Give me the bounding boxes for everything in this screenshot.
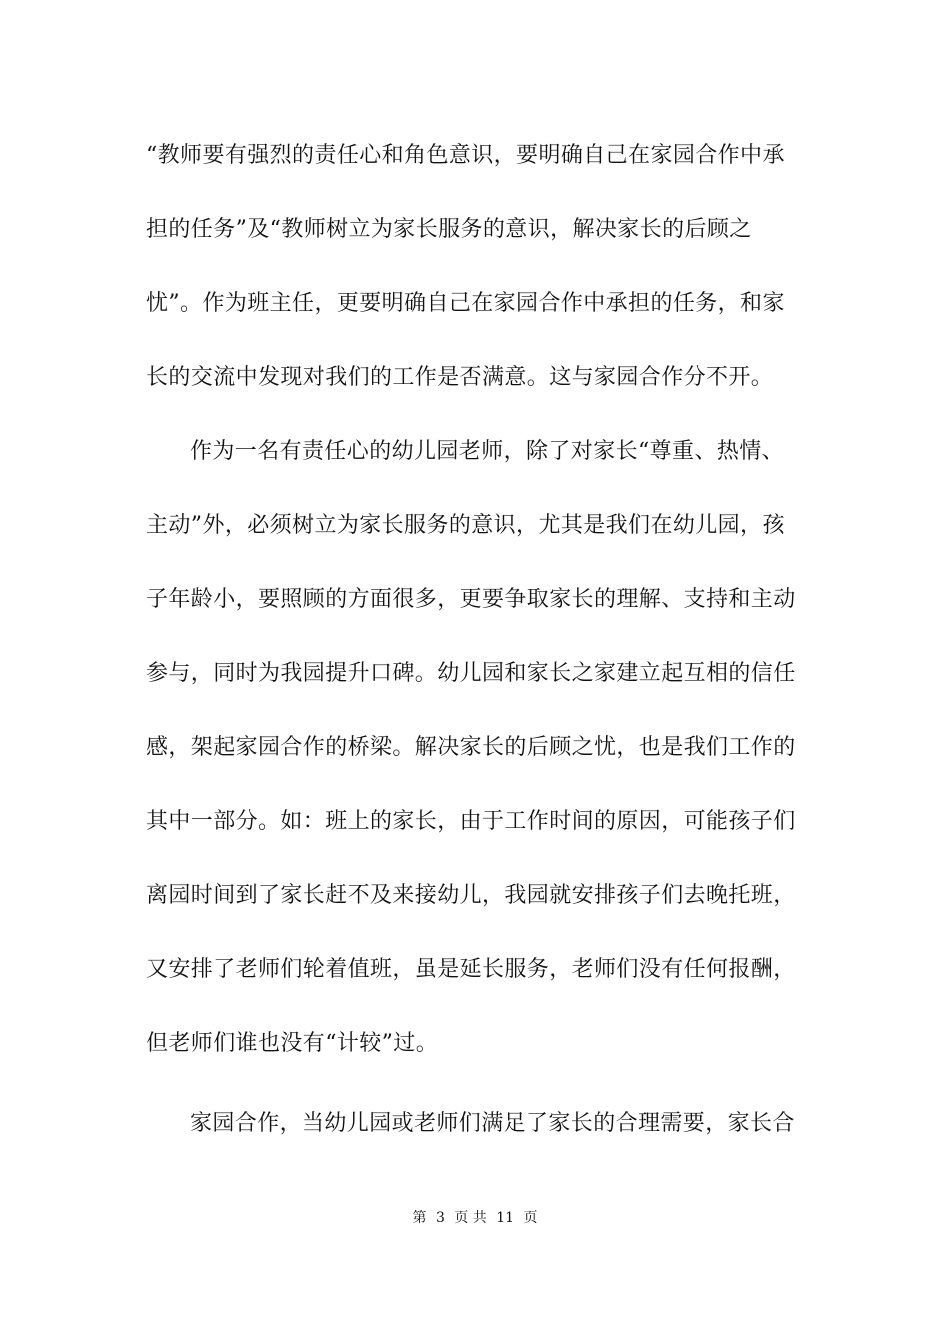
text-line-1: “教师要有强烈的责任心和角色意识，要明确自己在家园合作中承 (146, 143, 785, 168)
text-line-6: 主动”外，必须树立为家长服务的意识，尤其是我们在幼儿园，孩 (146, 513, 785, 538)
text-line-4: 长的交流中发现对我们的工作是否满意。这与家园合作分不开。 (146, 365, 774, 390)
footer-total-pages: 11 (496, 1210, 515, 1226)
text-line-14: 家园合作，当幼儿园或老师们满足了家长的合理需要，家长合 (190, 1111, 795, 1136)
text-line-8: 参与，同时为我园提升口碑。幼儿园和家长之家建立起互相的信任 (146, 661, 796, 686)
footer-suffix: 页 (523, 1210, 538, 1226)
text-line-7: 子年龄小，要照顾的方面很多，更要争取家长的理解、支持和主动 (146, 587, 796, 612)
text-line-3: 忧”。作为班主任，更要明确自己在家园合作中承担的任务，和家 (146, 291, 785, 316)
footer-middle: 页 共 (454, 1210, 487, 1226)
text-line-5: 作为一名有责任心的幼儿园老师，除了对家长“尊重、热情、 (190, 439, 785, 464)
text-line-9: 感，架起家园合作的桥梁。解决家长的后顾之忧，也是我们工作的 (146, 735, 796, 760)
page-footer (0, 1208, 950, 1228)
footer-current-page: 3 (435, 1210, 445, 1226)
text-line-10: 其中一部分。如：班上的家长，由于工作时间的原因，可能孩子们 (146, 809, 796, 834)
text-line-2: 担的任务”及“教师树立为家长服务的意识，解决家长的后顾之 (146, 217, 752, 242)
text-line-13: 但老师们谁也没有“计较”过。 (146, 1031, 439, 1056)
text-line-12: 又安排了老师们轮着值班，虽是延长服务，老师们没有任何报酬， (146, 957, 796, 982)
footer-prefix: 第 (412, 1210, 427, 1226)
text-line-11: 离园时间到了家长赶不及来接幼儿，我园就安排孩子们去晚托班， (146, 883, 796, 908)
